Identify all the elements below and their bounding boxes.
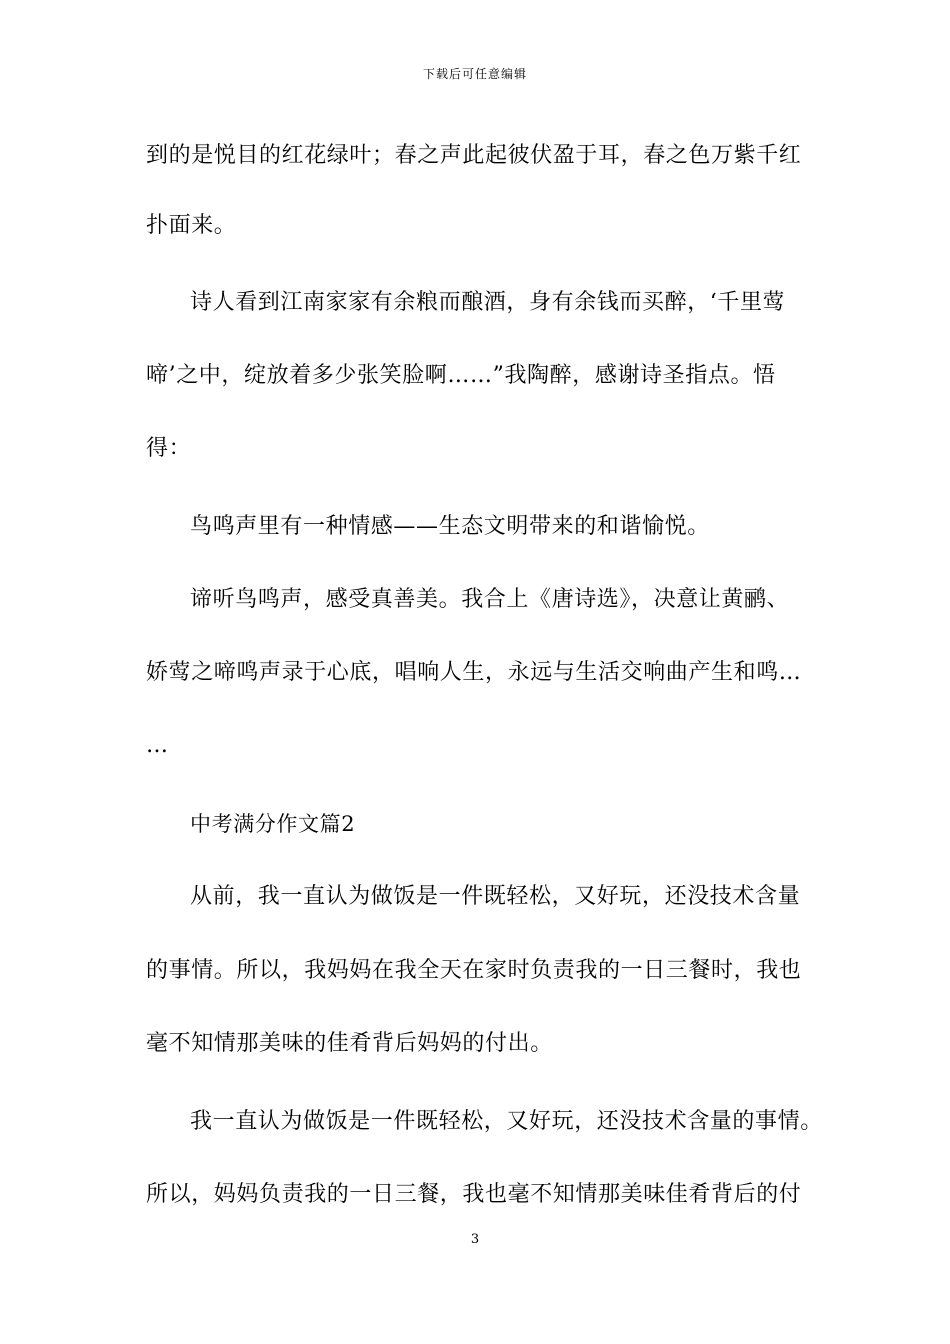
body-line: 我一直认为做饭是一件既轻松，又好玩，还没技术含量的事情。 [190, 1109, 823, 1134]
header-note: 下载后可任意编辑 [422, 67, 527, 81]
body-line: 啼’之中，绽放着多少张笑脸啊……”我陶醉，感谢诗圣指点。悟 [146, 363, 776, 388]
body-line: 到的是悦目的红花绿叶；春之声此起彼伏盈于耳，春之色万紫千红 [146, 143, 802, 168]
section-heading: 中考满分作文篇2 [190, 812, 356, 836]
body-line: 谛听鸟鸣声，感受真善美。我合上《唐诗选》，决意让黄鹂、 [190, 587, 790, 612]
body-line: 得： [146, 436, 192, 461]
page-number: 3 [470, 1232, 480, 1247]
body-line: 从前，我一直认为做饭是一件既轻松，又好玩，还没技术含量 [190, 884, 801, 909]
body-line: 扑面来。 [146, 213, 237, 238]
body-line: 的事情。所以，我妈妈在我全天在家时负责我的一日三餐时，我也 [146, 958, 802, 983]
body-line: 鸟鸣声里有一种情感——生态文明带来的和谐愉悦。 [190, 514, 710, 539]
body-line: 所以，妈妈负责我的一日三餐，我也毫不知情那美味佳肴背后的付 [146, 1182, 802, 1207]
body-line: 毫不知情那美味的佳肴背后妈妈的付出。 [146, 1031, 553, 1056]
body-line: 娇莺之啼鸣声录于心底，唱响人生，永远与生活交响曲产生和鸣… [146, 660, 802, 685]
body-line: 诗人看到江南家家有余粮而酿酒，身有余钱而买醉，‘千里莺 [190, 290, 786, 315]
body-line: … [146, 733, 169, 758]
